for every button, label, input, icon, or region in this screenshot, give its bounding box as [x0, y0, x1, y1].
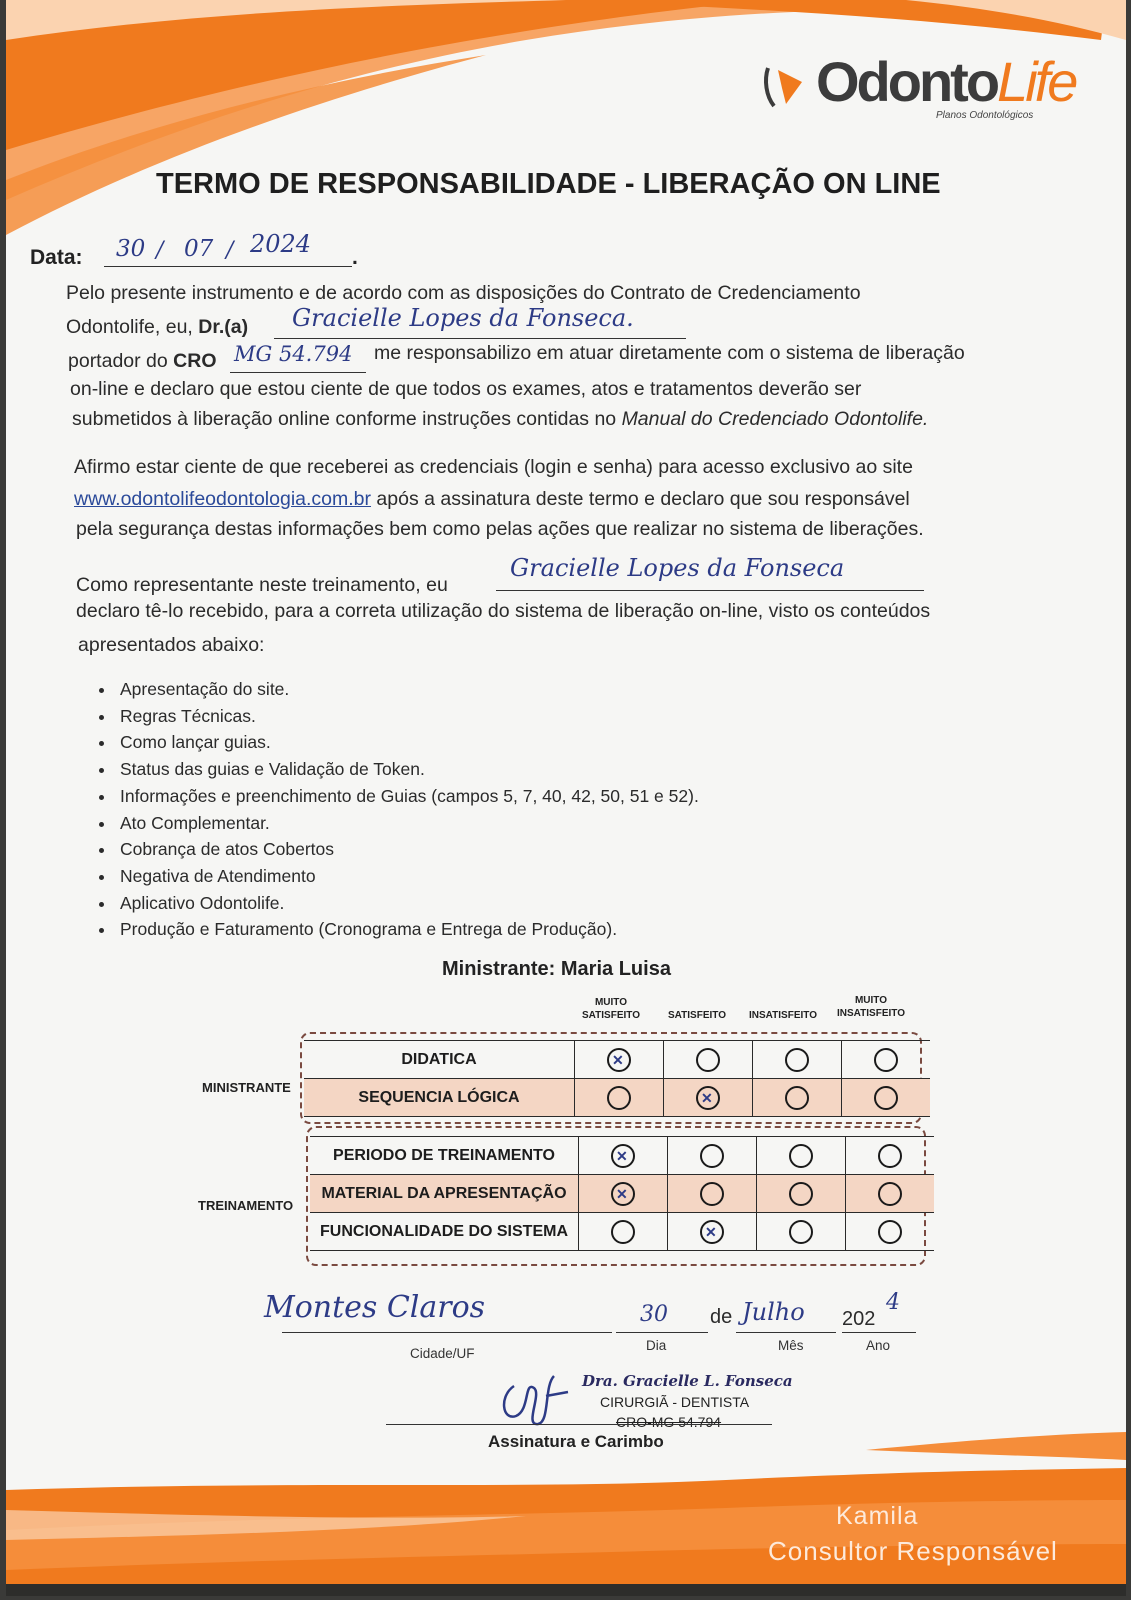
- table-row: [310, 1137, 934, 1175]
- radio-option[interactable]: [878, 1182, 902, 1206]
- logo-wordmark: OdontoLife: [816, 50, 1076, 113]
- logo-tooth-icon: [760, 60, 812, 112]
- radio-option[interactable]: [878, 1220, 902, 1244]
- page-title: TERMO DE RESPONSABILIDADE - LIBERAÇÃO ON LINE: [156, 168, 941, 200]
- year-prefix: 202: [842, 1308, 876, 1330]
- day-field: [616, 1302, 708, 1333]
- table-row: [304, 1041, 930, 1079]
- dentist-name-field: [274, 306, 686, 339]
- p3-line1: Como representante neste treinamento, eu: [76, 574, 448, 596]
- radio-option[interactable]: [700, 1220, 724, 1244]
- table-row: [304, 1079, 930, 1117]
- p1-line3-suffix: me responsabilizo em atuar diretamente com o sistema de liberação: [374, 342, 965, 364]
- radio-option[interactable]: [874, 1048, 898, 1072]
- representative-field: [496, 554, 924, 591]
- list-item: • Regras Técnicas.: [116, 703, 699, 730]
- radio-option[interactable]: [700, 1144, 724, 1168]
- year-handwritten: 4: [886, 1290, 900, 1315]
- radio-option[interactable]: [607, 1048, 631, 1072]
- row-label: PERIODO DE TREINAMENTO: [310, 1137, 579, 1175]
- radio-option[interactable]: [611, 1144, 635, 1168]
- radio-option[interactable]: [611, 1182, 635, 1206]
- p1-line4: on-line e declaro que estou ciente de que todos os exames, atos e tratamentos deverão ser: [70, 378, 862, 400]
- row-label: MATERIAL DA APRESENTAÇÃO: [310, 1175, 579, 1213]
- date-field: 30 / 07 / 2024: [104, 236, 352, 267]
- row-label: SEQUENCIA LÓGICA: [304, 1079, 575, 1117]
- radio-option[interactable]: [789, 1144, 813, 1168]
- dentist-name-handwritten: Gracielle Lopes da Fonseca.: [292, 304, 634, 332]
- radio-option[interactable]: [785, 1048, 809, 1072]
- list-item: • Informações e preenchimento de Guias (campos 5, 7, 40, 42, 50, 51 e 52).: [116, 783, 699, 810]
- city-field: [264, 1290, 612, 1333]
- p1-line2: Odontolife, eu, Dr.(a): [66, 316, 249, 338]
- radio-option[interactable]: [785, 1086, 809, 1110]
- radio-option[interactable]: [789, 1182, 813, 1206]
- radio-option[interactable]: [700, 1182, 724, 1206]
- year-label: Ano: [866, 1338, 891, 1353]
- radio-option[interactable]: [874, 1086, 898, 1110]
- date-year: 2024: [250, 230, 312, 258]
- document-page: OdontoLife Planos Odontológicos TERMO DE RESPONSABILIDADE - LIBERAÇÃO ON LINE Data: 30 / 07 / 2024 . Pelo presente instrumento e de acordo com as disposições do Contrato de Credenciamento Odontolife, eu, Dr.(a) Gracielle Lopes da Fonseca. portador do CRO MG 54.794 me responsabilizo em atuar diretamente com o sistema de liberação on-line e declaro que estou ciente de que todos os exames, atos e tratamentos deverão ser submetidos à liberação online conforme instruções contidas no Manual do Credenciado Odontolife. Afirmo estar ciente de que receberei as credenciais (login e senha) para acesso exclusivo ao site www.odontolifeodontologia.com.br após a assinatura deste termo e declaro que sou responsável pela segurança destas informações bem como pelas ações que realizar no sistema de liberações. Como representante neste treinamento, eu Gracielle Lopes da Fonseca declaro tê-lo recebido, para a correta utilização do sistema de liberação on-line, visto os conteúdos apresentados abaixo: • Apresentação do site. • Regras Técnicas. • Como lançar guias. • Status das guias e Validação de Token. • Informações e preenchimento de Guias (campos 5, 7, 40, 42, 50, 51 e 52). • Ato Complementar. • Cobrança de atos Cobertos • Negativa de Atendimento • Aplicativo Odontolife. • Produção e Faturamento (Cronograma e Entrega de Produção). Ministrante: Maria Luisa MUITO SATISFEITO SATISFEITO INSATISFEITO MUITO INSATISFEITO MINISTRANTE DIDATICA ✕ SEQUENCIA LÓGICA ✕ TREINAMENTO PERIODO DE TREINAMENTO ✕ MATERIAL DA APRESENTAÇÃO ✕ FUNCIONALIDADE DO SISTEMA ✕ Montes Claros Cidade/UF 30 Dia de Julho Mês 202 4 Ano Dra. Gracielle L. Fonseca CIRURGIÃ - DENTISTA CRO-MG 54.794 Assinatura e Carimbo Kamila Consultor Responsável: [6, 0, 1126, 1596]
- p1-line5: submetidos à liberação online conforme instruções contidas no Manual do Credenciado Odontolife.: [72, 408, 929, 430]
- top-wave-decoration: [6, 0, 1126, 260]
- p2-line2: www.odontolifeodontologia.com.br após a assinatura deste termo e declaro que sou responsável: [74, 488, 910, 510]
- stamp-name: Dra. Gracielle L. Fonseca: [582, 1372, 793, 1390]
- radio-option[interactable]: [696, 1048, 720, 1072]
- date-month: 07: [184, 236, 214, 262]
- consultant-role: Consultor Responsável: [768, 1536, 1058, 1566]
- p3-line2: declaro tê-lo recebido, para a correta utilização do sistema de liberação on-line, visto os conteúdos: [76, 600, 931, 622]
- header-muito-satisfeito: MUITO SATISFEITO: [582, 997, 640, 1021]
- header-muito-insatisfeito: MUITO INSATISFEITO: [837, 995, 905, 1019]
- list-item: • Produção e Faturamento (Cronograma e Entrega de Produção).: [116, 916, 699, 943]
- list-item: • Cobrança de atos Cobertos: [116, 836, 699, 863]
- bottom-wave-decoration: [6, 1420, 1126, 1596]
- consultant-name: Kamila: [836, 1502, 919, 1530]
- stamp-role: CIRURGIÃ - DENTISTA: [600, 1394, 750, 1410]
- month-field: [736, 1298, 836, 1333]
- list-item: • Aplicativo Odontolife.: [116, 890, 699, 917]
- year-field: [842, 1290, 916, 1333]
- treinamento-rating-table: [310, 1136, 934, 1251]
- topics-list: [90, 676, 699, 943]
- signature-label: Assinatura e Carimbo: [488, 1432, 664, 1451]
- date-label: Data:: [30, 246, 83, 269]
- list-item: • Apresentação do site.: [116, 676, 699, 703]
- date-day: 30: [116, 236, 146, 262]
- table-row: [310, 1175, 934, 1213]
- table-row: [310, 1213, 934, 1251]
- p1-line1: Pelo presente instrumento e de acordo com as disposições do Contrato de Credenciamento: [66, 282, 861, 304]
- p2-line1: Afirmo estar ciente de que receberei as credenciais (login e senha) para acesso exclusivo ao site: [74, 456, 913, 478]
- month-handwritten: Julho: [742, 1298, 805, 1326]
- city-label: Cidade/UF: [410, 1346, 475, 1361]
- row-label: DIDATICA: [304, 1041, 575, 1079]
- group-label-treinamento: TREINAMENTO: [198, 1198, 294, 1213]
- header-satisfeito: SATISFEITO: [668, 1010, 726, 1021]
- list-item: • Como lançar guias.: [116, 729, 699, 756]
- cro-handwritten: MG 54.794: [234, 342, 353, 366]
- representative-handwritten: Gracielle Lopes da Fonseca: [510, 554, 845, 582]
- radio-option[interactable]: [878, 1144, 902, 1168]
- logo-tagline: Planos Odontológicos: [936, 110, 1034, 121]
- stamp-cro: CRO-MG 54.794: [616, 1414, 722, 1430]
- list-item: • Ato Complementar.: [116, 810, 699, 837]
- p3-line3: apresentados abaixo:: [78, 634, 265, 656]
- ministrante-rating-table: [304, 1040, 930, 1117]
- day-label: Dia: [646, 1338, 667, 1353]
- row-label: FUNCIONALIDADE DO SISTEMA: [310, 1213, 579, 1251]
- radio-option[interactable]: [607, 1086, 631, 1110]
- list-item: • Status das guias e Validação de Token.: [116, 756, 699, 783]
- city-handwritten: Montes Claros: [264, 1290, 486, 1325]
- p1-line3-prefix: portador do CRO: [68, 350, 217, 372]
- day-handwritten: 30: [640, 1302, 668, 1327]
- radio-option[interactable]: [696, 1086, 720, 1110]
- radio-option[interactable]: [789, 1220, 813, 1244]
- ministrante-title: Ministrante: Maria Luisa: [442, 958, 671, 980]
- group-label-ministrante: MINISTRANTE: [202, 1080, 291, 1095]
- list-item: • Negativa de Atendimento: [116, 863, 699, 890]
- radio-option[interactable]: [611, 1220, 635, 1244]
- p2-line3: pela segurança destas informações bem como pelas ações que realizar no sistema de liberações.: [76, 518, 924, 540]
- month-label: Mês: [778, 1338, 804, 1353]
- header-insatisfeito: INSATISFEITO: [749, 1010, 817, 1021]
- site-link[interactable]: www.odontolifeodontologia.com.br: [74, 488, 372, 510]
- de-text: de: [710, 1306, 733, 1328]
- cro-field: [230, 344, 366, 373]
